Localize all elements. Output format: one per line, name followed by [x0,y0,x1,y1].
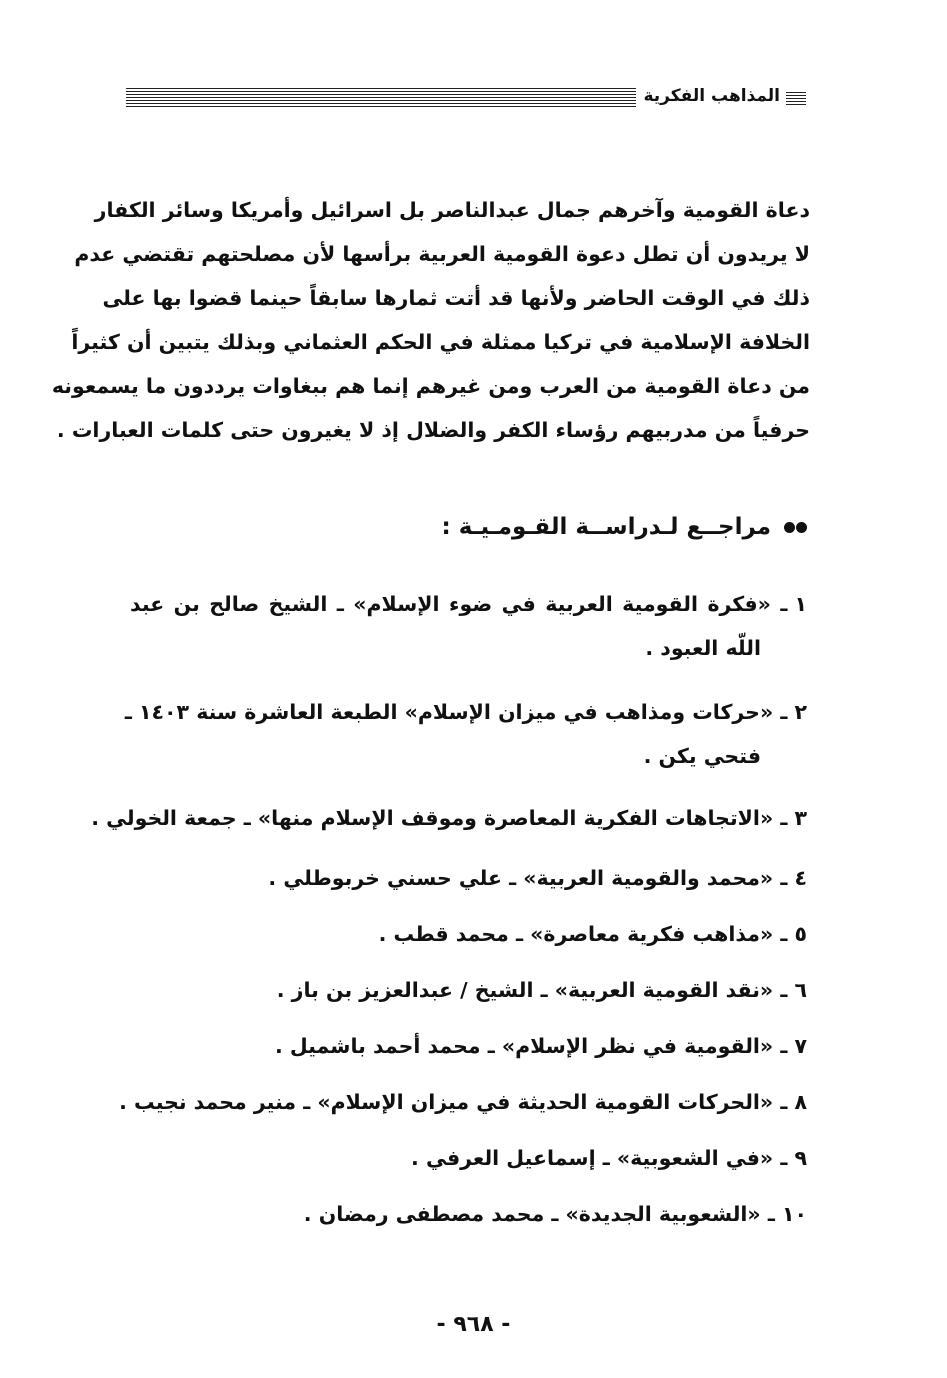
reference-number: ١٠ ـ [767,1202,807,1226]
reference-number: ٧ ـ [780,1034,807,1058]
reference-text: «مذاهب فكرية معاصرة» ـ محمد قطب . [378,922,774,946]
section-heading [441,514,807,540]
reference-number: ٣ ـ [780,806,807,830]
paragraph-line: حرفياً من مدربيهم رؤساء الكفر والضلال إذ لا يغيرون حتى كلمات العبارات . [56,418,810,442]
reference-item-10 [304,1192,807,1236]
reference-text: «الحركات القومية الحديثة في ميزان الإسلام» ـ منير محمد نجيب . [119,1090,774,1114]
reference-number: ٦ ـ [780,978,807,1002]
reference-continuation: فتحي يكن . [643,744,761,768]
reference-number: ٥ ـ [780,922,807,946]
paragraph-line: الخلافة الإسلامية في تركيا ممثلة في الحكم العثماني وبذلك يتبين أن كثيراً [71,330,810,354]
paragraph-line: ذلك في الوقت الحاضر ولأنها قد أتت ثمارها سابقاً حينما قضوا بها على [102,286,810,310]
paragraph-line: لا يريدون أن تطل دعوة القومية العربية برأسها لأن مصلحتهم تقتضي عدم [74,242,810,266]
reference-item-3 [91,796,807,840]
reference-text: «فكرة القومية العربية في ضوء الإسلام» ـ الشيخ صالح بن عبد [130,592,771,616]
reference-text: «القومية في نظر الإسلام» ـ محمد أحمد باشميل . [274,1034,774,1058]
reference-item-2 [124,690,807,778]
reference-item-5 [379,912,807,956]
header-title: المذاهب الفكرية [643,86,780,106]
header-rule-left [126,88,636,109]
running-header [126,84,806,114]
reference-number: ٢ ـ [780,700,807,724]
reference-text: «نقد القومية العربية» ـ الشيخ / عبدالعزيز بن باز . [276,978,774,1002]
reference-text: «حركات ومذاهب في ميزان الإسلام» الطبعة العاشرة سنة ١٤٠٣ ـ [124,700,774,724]
reference-number: ١ ـ [780,592,808,616]
reference-continuation: اللّه العبود . [645,636,761,660]
reference-text: «الاتجاهات الفكرية المعاصرة وموقف الإسلام منها» ـ جمعة الخولي . [91,806,774,830]
reference-item-8 [119,1080,807,1124]
paragraph-line: من دعاة القومية من العرب ومن غيرهم إنما هم ببغاوات يرددون ما يسمعونه [51,374,810,398]
reference-text: «في الشعوبية» ـ إسماعيل العرفي . [411,1146,774,1170]
reference-number: ٤ ـ [780,866,807,890]
page-number: - ٩٦٨ - [436,1312,511,1337]
reference-text: «محمد والقومية العربية» ـ علي حسني خربوطلي . [268,866,774,890]
reference-item-4 [268,856,807,900]
reference-text: «الشعوبية الجديدة» ـ محمد مصطفى رمضان . [303,1202,761,1226]
body-paragraph [51,188,810,452]
reference-number: ٨ ـ [780,1090,807,1114]
reference-item-9 [411,1136,807,1180]
double-bullet-icon [783,522,807,533]
paragraph-line: دعاة القومية وآخرهم جمال عبدالناصر بل اسرائيل وأمريكا وسائر الكفار [94,198,810,222]
reference-item-6 [277,968,807,1012]
reference-number: ٩ ـ [780,1146,807,1170]
section-heading-text: مراجــع لـدراســة القـومـيـة : [441,514,771,540]
reference-item-7 [275,1024,807,1068]
reference-item-1 [130,582,807,670]
header-rule-right [786,92,806,107]
